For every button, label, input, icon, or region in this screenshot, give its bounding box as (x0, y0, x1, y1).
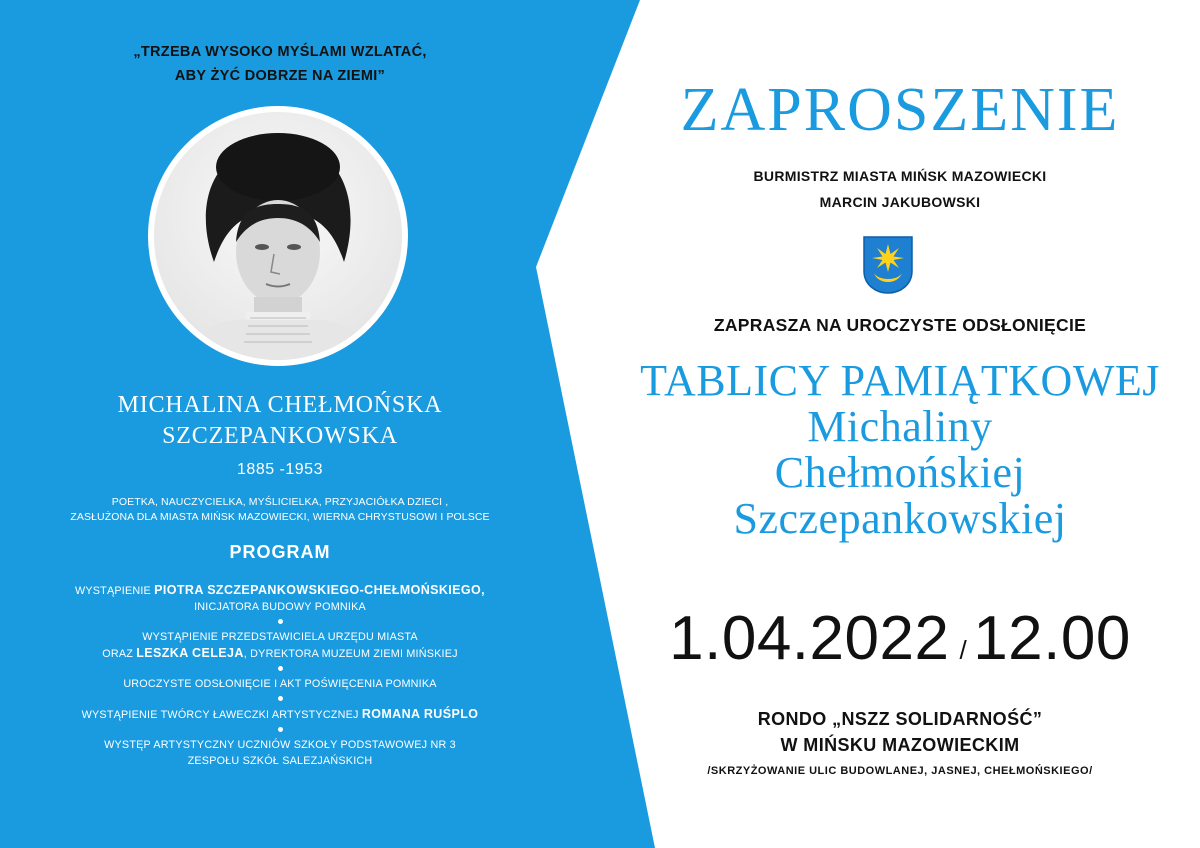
program-item-3 (0, 676, 560, 692)
program-item-5-text: WYSTĘP ARTYSTYCZNY UCZNIÓW SZKOŁY PODSTAWOWEJ NR 3 (104, 739, 456, 751)
person-name-line-1: MICHALINA CHEŁMOŃSKA (117, 392, 443, 418)
mayor-name: MARCIN JAKUBOWSKI (819, 194, 981, 210)
venue (630, 706, 1170, 758)
portrait-frame (148, 106, 408, 366)
program-item-4-highlight: ROMANA RUŚPLO (361, 707, 479, 721)
person-name (0, 390, 560, 452)
motto-quote (0, 40, 560, 88)
program-item-2-line-2-suffix: , DYREKTORA MUZEUM ZIEMI MIŃSKIEJ (243, 648, 458, 660)
person-years: 1885 -1953 (237, 461, 323, 478)
venue-line-1: RONDO „NSZZ SOLIDARNOŚĆ” (757, 709, 1043, 729)
program-item-2-line-2-prefix: ORAZ (102, 648, 137, 660)
plaque-line-4: Szczepankowskiej (733, 494, 1067, 543)
program-item-1 (0, 582, 560, 615)
right-panel (520, 0, 1200, 848)
program-item-5-line-2: ZESPOŁU SZKÓŁ SALEZJAŃSKICH (187, 755, 373, 767)
event-time: 12.00 (973, 604, 1131, 673)
motto-line-1: „TRZEBA WYSOKO MYŚLAMI WZLATAĆ, (133, 44, 427, 60)
person-description-line-2: ZASŁUŻONA DLA MIASTA MIŃSK MAZOWIECKI, WIERNA CHRYSTUSOWI I POLSCE (70, 511, 490, 523)
bullet-dot-icon (278, 666, 283, 671)
date-time-separator: / (959, 635, 968, 665)
program-item-2 (0, 629, 560, 662)
program-item-4-text: WYSTĄPIENIE TWÓRCY ŁAWECZKI ARTYSTYCZNEJ (81, 709, 362, 721)
program-item-1-highlight: PIOTRA SZCZEPANKOWSKIEGO-CHEŁMOŃSKIEGO, (154, 583, 486, 597)
program-list (0, 582, 560, 769)
bullet-dot-icon (278, 696, 283, 701)
motto-line-2: ABY ŻYĆ DOBRZE NA ZIEMI” (174, 68, 386, 84)
event-datetime (610, 603, 1190, 674)
program-item-3-text: UROCZYSTE ODSŁONIĘCIE I AKT POŚWIĘCENIA POMNIKA (123, 678, 437, 690)
plaque-line-1: TABLICY PAMIĄTKOWEJ (640, 356, 1160, 405)
program-item-2-highlight: LESZKA CELEJA (136, 646, 244, 660)
program-item-4 (0, 706, 560, 723)
program-item-5 (0, 737, 560, 769)
mayor-block (630, 163, 1170, 215)
plaque-line-3: Chełmońskiej (774, 448, 1026, 497)
person-description-line-1: POETKA, NAUCZYCIELKA, MYŚLICIELKA, PRZYJACIÓŁKA DZIECI , (111, 496, 449, 508)
woman-portrait-photo (154, 112, 402, 360)
bullet-dot-icon (278, 727, 283, 732)
minsk-mazowiecki-coat-of-arms-icon (862, 235, 914, 295)
person-name-line-2: SZCZEPANKOWSKA (162, 423, 398, 449)
venue-note: /SKRZYŻOWANIE ULIC BUDOWLANEJ, JASNEJ, CHEŁMOŃSKIEGO/ (707, 765, 1093, 777)
venue-line-2: W MIŃSKU MAZOWIECKIM (780, 735, 1020, 755)
invitation-title: ZAPROSZENIE (680, 76, 1120, 144)
event-date: 1.04.2022 (669, 604, 950, 673)
program-item-2-text: WYSTĄPIENIE PRZEDSTAWICIELA URZĘDU MIASTA (142, 631, 418, 643)
program-heading: PROGRAM (229, 542, 331, 562)
plaque-title (610, 358, 1190, 542)
left-panel (0, 0, 560, 848)
program-item-1-text: WYSTĄPIENIE (74, 585, 155, 597)
bullet-dot-icon (278, 619, 283, 624)
mayor-title: BURMISTRZ MIASTA MIŃSK MAZOWIECKI (753, 168, 1047, 184)
program-item-1-line-2: INICJATORA BUDOWY POMNIKA (194, 601, 366, 613)
person-description (0, 495, 560, 525)
invites-line: ZAPRASZA NA UROCZYSTE ODSŁONIĘCIE (713, 315, 1087, 335)
plaque-line-2: Michaliny (807, 402, 993, 451)
portrait-illustration (154, 112, 402, 360)
